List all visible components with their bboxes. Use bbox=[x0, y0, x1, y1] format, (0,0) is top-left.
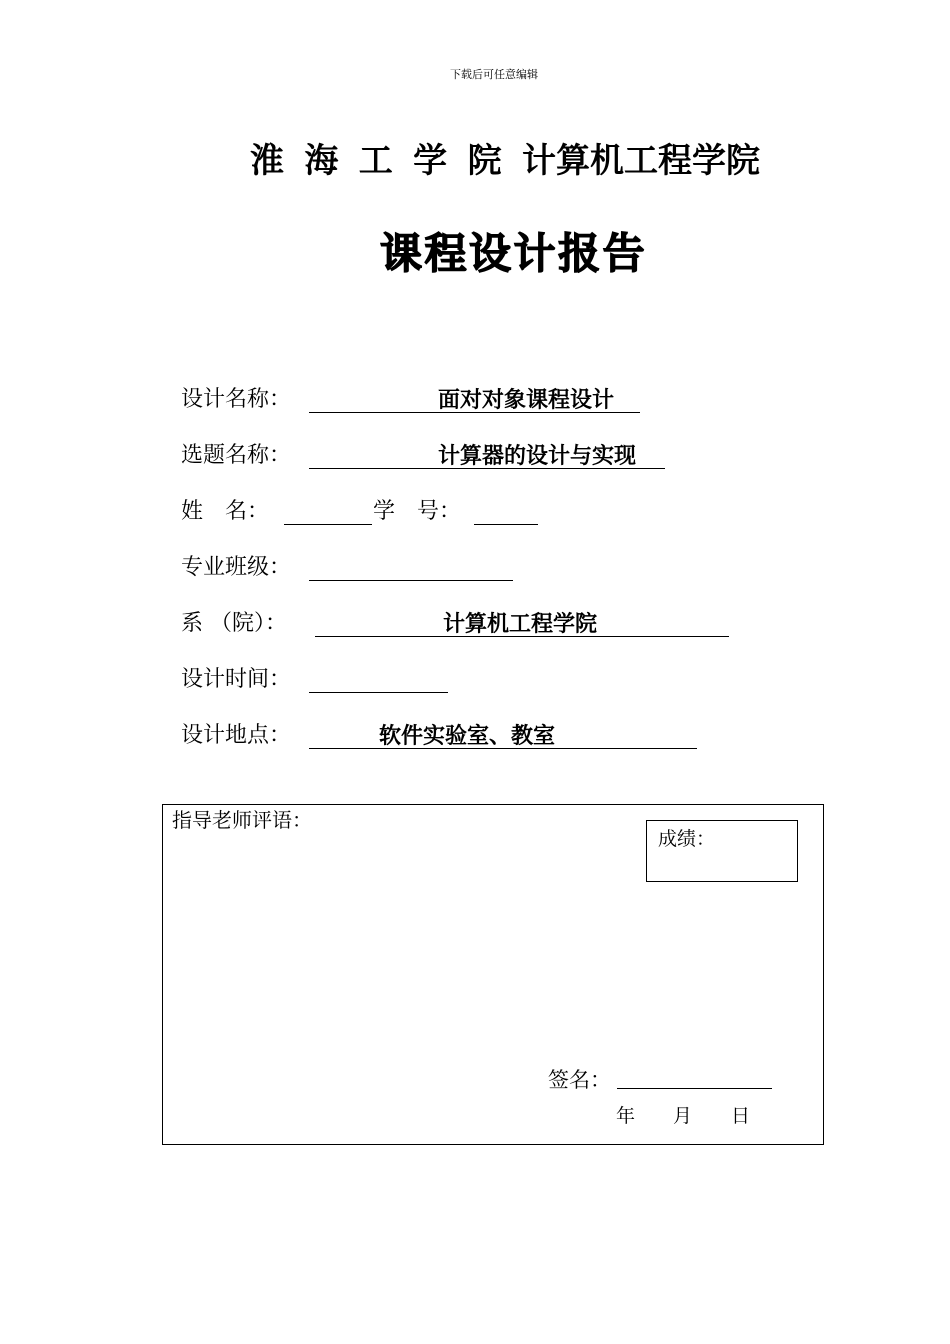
school-title-char: 海 bbox=[304, 141, 339, 181]
department-field bbox=[181, 608, 741, 640]
teacher-comment-label: 指导老师评语： bbox=[172, 808, 312, 832]
design-name-label: 设计名称： bbox=[181, 387, 292, 412]
grade-label: 成绩： bbox=[658, 828, 716, 850]
signature-label: 签名： bbox=[548, 1068, 611, 1092]
date-day-label: 日 bbox=[731, 1105, 751, 1127]
design-time-label: 设计时间： bbox=[181, 667, 292, 692]
department-value: 计算机工程学院 bbox=[443, 611, 598, 637]
major-class-label: 专业班级： bbox=[181, 555, 292, 580]
topic-name-label: 选题名称： bbox=[181, 443, 292, 468]
school-title-char: 工 bbox=[358, 141, 393, 181]
student-id-label: 学 号： bbox=[373, 499, 462, 524]
student-name-underline bbox=[284, 524, 372, 525]
design-name-field bbox=[181, 384, 681, 416]
school-title-char: 淮 bbox=[250, 141, 284, 181]
signature-underline bbox=[617, 1088, 772, 1089]
school-title bbox=[250, 138, 760, 184]
design-location-field bbox=[181, 720, 721, 752]
header-note: 下载后可任意编辑 bbox=[450, 68, 538, 81]
school-title-college: 计算机工程学院 bbox=[521, 141, 760, 181]
name-id-field bbox=[181, 496, 561, 528]
school-title-char: 院 bbox=[467, 141, 502, 181]
design-location-label: 设计地点： bbox=[181, 723, 292, 748]
design-location-value: 软件实验室、教室 bbox=[379, 723, 556, 749]
student-id-underline bbox=[474, 524, 538, 525]
date-month-label: 月 bbox=[673, 1105, 693, 1127]
major-class-underline bbox=[309, 580, 513, 581]
topic-name-field bbox=[181, 440, 701, 472]
date-year-label: 年 bbox=[616, 1105, 636, 1127]
design-time-underline bbox=[309, 692, 448, 693]
student-name-label: 姓 名： bbox=[181, 499, 270, 524]
report-title: 课程设计报告 bbox=[380, 229, 648, 278]
school-title-char: 学 bbox=[413, 141, 448, 181]
topic-name-value: 计算器的设计与实现 bbox=[438, 443, 637, 469]
design-time-field bbox=[181, 664, 481, 696]
department-label: 系 （院）： bbox=[181, 611, 287, 636]
design-name-value: 面对对象课程设计 bbox=[438, 387, 615, 413]
major-class-field bbox=[181, 552, 541, 584]
